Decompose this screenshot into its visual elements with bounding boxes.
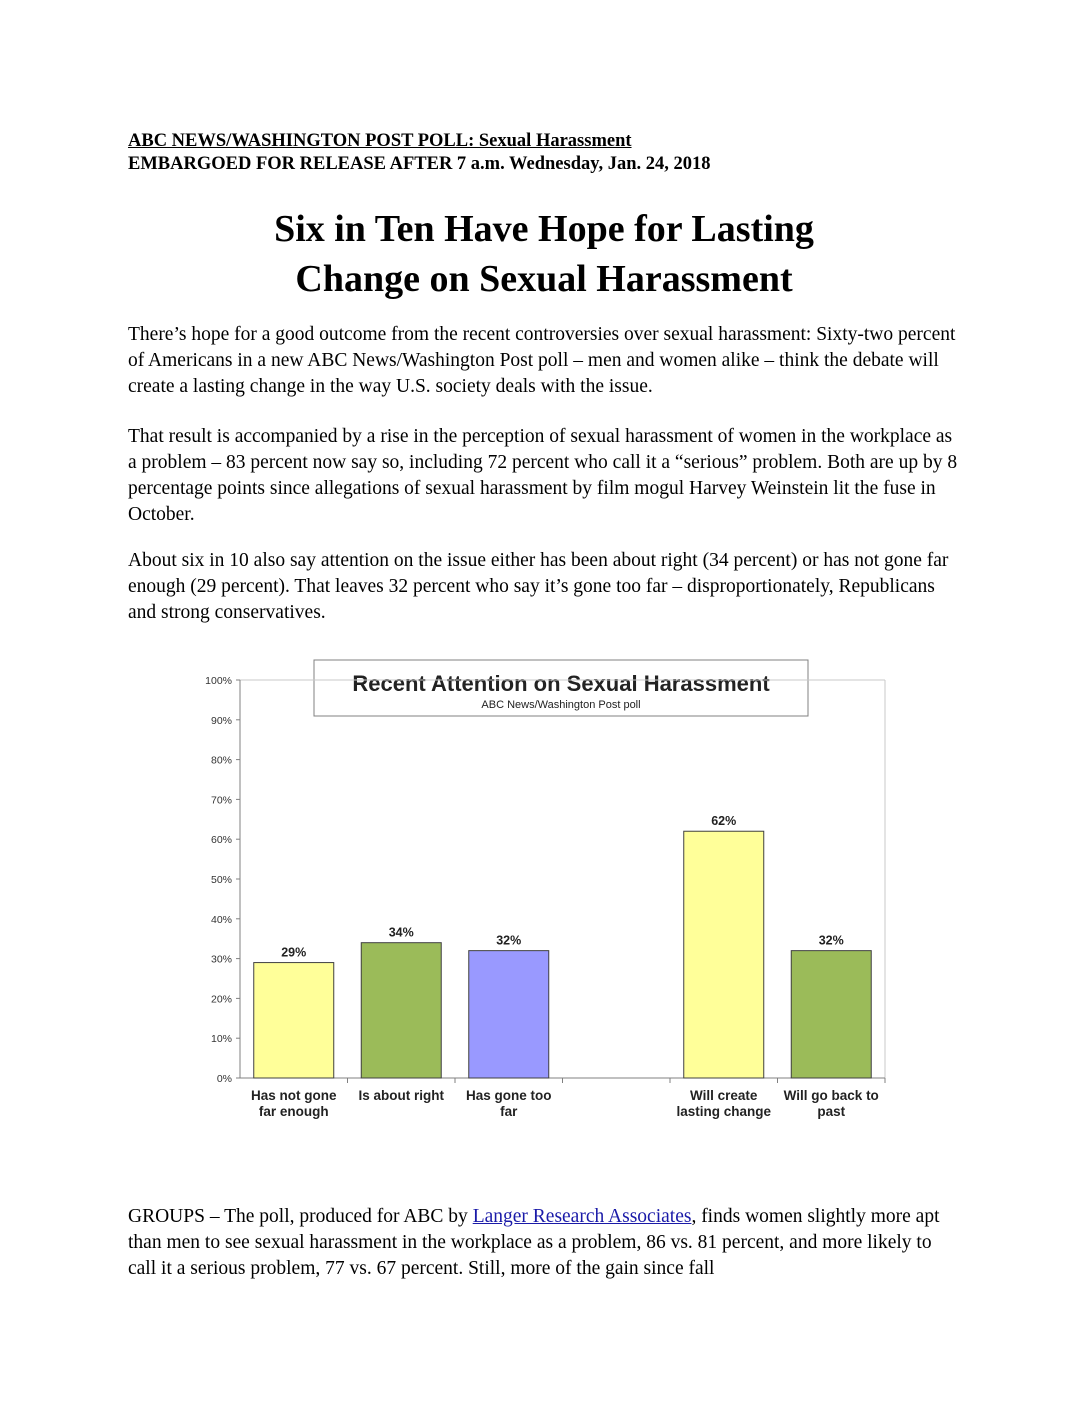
groups-text-end: , finds women slightly more apt than men to see sexual harassment in the workplace as a problem, 86 vs. 81 percent, and more likely to call it a serious problem, 77 vs. 67 percent. Still, more of the gain since fall bbox=[128, 1206, 940, 1279]
paragraph-groups bbox=[128, 1204, 958, 1282]
y-tick-label: 10% bbox=[210, 1033, 232, 1046]
chart-bars bbox=[251, 814, 879, 1119]
poll-header-title: ABC NEWS/WASHINGTON POST POLL: Sexual Harassment bbox=[128, 131, 632, 151]
paragraph-attention: About six in 10 also say attention on the issue either has been about right (34 percent) or has not gone far enough (29 percent). That leaves 32 percent who say it’s gone too far – disproportionately, Republicans and strong conservatives. bbox=[128, 550, 949, 623]
x-tick-label-line2: far bbox=[500, 1104, 518, 1119]
chart-title-box bbox=[314, 660, 808, 716]
y-tick-label: 80% bbox=[210, 754, 232, 767]
bar-value-label: 29% bbox=[281, 945, 307, 960]
x-tick-label: Is about right bbox=[358, 1088, 444, 1103]
article-headline bbox=[0, 204, 1088, 304]
groups-text-start: GROUPS – The poll, produced for ABC by bbox=[128, 1206, 473, 1227]
bar-value-label: 32% bbox=[818, 933, 844, 948]
paragraph-perception: That result is accompanied by a rise in the perception of sexual harassment of women in the workplace as a problem – 83 percent now say so, including 72 percent who call it a “serious” problem. Both are up by 8 percentage points since allegations of sexual harassment by film mogul Harvey Weinstein lit the fuse in October. bbox=[128, 426, 958, 525]
y-tick-label: 70% bbox=[210, 794, 232, 807]
y-tick-label: 100% bbox=[205, 675, 232, 687]
chart-subtitle: ABC News/Washington Post poll bbox=[481, 699, 641, 711]
embargo-line: EMBARGOED FOR RELEASE AFTER 7 a.m. Wednesday, Jan. 24, 2018 bbox=[128, 154, 711, 174]
x-tick-label: Will create bbox=[690, 1088, 758, 1103]
x-tick-label: Has gone too bbox=[465, 1088, 552, 1103]
x-tick-label-line2: past bbox=[817, 1104, 846, 1119]
y-tick-label: 40% bbox=[210, 913, 232, 926]
paragraph-intro: There’s hope for a good outcome from the recent controversies over sexual harassment: Sixty-two percent of Americans in a new ABC News/Washington Post poll – men and women alike – think the debate will create a lasting change in the way U.S. society deals with the issue. bbox=[128, 324, 956, 397]
y-tick-label: 30% bbox=[210, 953, 232, 966]
x-tick-label: Has not gone bbox=[250, 1088, 337, 1103]
bar-value-label: 34% bbox=[388, 925, 414, 940]
x-tick-label-line2: far enough bbox=[258, 1104, 329, 1119]
y-tick-label: 0% bbox=[216, 1073, 232, 1085]
bar bbox=[684, 831, 764, 1078]
bar bbox=[791, 951, 871, 1078]
y-tick-label: 20% bbox=[210, 993, 232, 1006]
y-tick-label: 50% bbox=[210, 874, 232, 886]
headline-line-2: Change on Sexual Harassment bbox=[295, 258, 793, 300]
y-tick-label: 90% bbox=[210, 714, 232, 727]
bar-chart bbox=[180, 655, 900, 1135]
langer-research-link[interactable]: Langer Research Associates bbox=[472, 1206, 692, 1227]
bar bbox=[361, 943, 441, 1078]
headline-line-1: Six in Ten Have Hope for Lasting bbox=[274, 208, 814, 250]
y-tick-label: 60% bbox=[210, 834, 232, 847]
bar bbox=[469, 951, 549, 1078]
bar bbox=[254, 963, 334, 1078]
x-tick-label-line2: lasting change bbox=[676, 1104, 772, 1119]
x-tick-label: Will go back to bbox=[783, 1088, 879, 1103]
bar-value-label: 32% bbox=[496, 933, 522, 948]
chart-title: Recent Attention on Sexual Harassment bbox=[352, 671, 770, 696]
bar-value-label: 62% bbox=[711, 814, 737, 829]
